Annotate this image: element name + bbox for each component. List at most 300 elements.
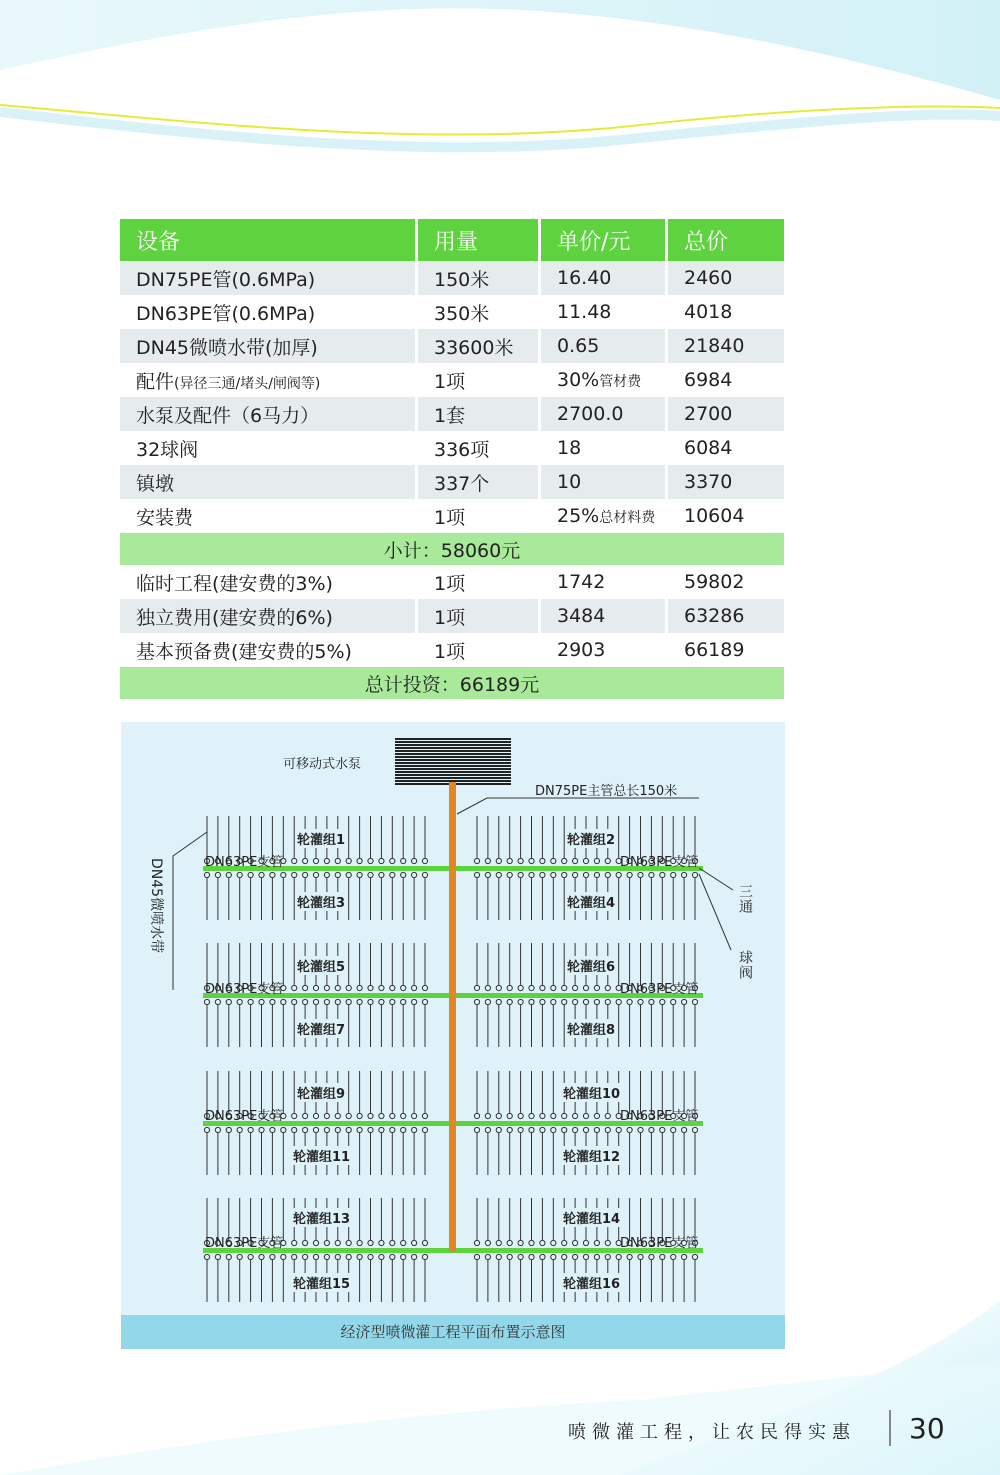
valve-icon xyxy=(529,1254,534,1259)
cell-qty: 1项 xyxy=(418,599,541,633)
cell-price xyxy=(541,499,668,533)
valve-icon xyxy=(507,999,512,1004)
valve-icon xyxy=(215,1254,220,1259)
valve-icon xyxy=(529,1113,534,1118)
pump-label: 可移动式水泵 xyxy=(283,757,362,772)
valve-icon xyxy=(583,1127,588,1132)
valve-icon xyxy=(281,999,286,1004)
valve-icon xyxy=(562,872,567,877)
valve-icon xyxy=(368,872,373,877)
valve-icon xyxy=(682,1254,687,1259)
valve-icon xyxy=(474,1127,479,1132)
valve-icon xyxy=(313,1240,318,1245)
cell-price: 10 xyxy=(541,465,668,499)
pump-icon xyxy=(395,765,511,767)
cell-price: 2903 xyxy=(541,633,668,667)
valve-icon xyxy=(292,1240,297,1245)
valve-icon xyxy=(638,872,643,877)
valve-icon xyxy=(551,872,556,877)
valve-icon xyxy=(496,872,501,877)
valve-icon xyxy=(422,1113,427,1118)
group-label: 轮灌组3 xyxy=(296,892,346,911)
table-row xyxy=(120,363,784,397)
valve-icon xyxy=(474,1113,479,1118)
pump-icon xyxy=(395,744,511,746)
valve-icon xyxy=(605,999,610,1004)
valve-icon xyxy=(346,1113,351,1118)
table-row xyxy=(120,499,784,533)
valve-icon xyxy=(474,985,479,990)
main-pipe-leader-line xyxy=(457,798,699,814)
valve-icon xyxy=(638,999,643,1004)
branch-label: DN63PE支管 xyxy=(620,1236,699,1251)
valve-icon xyxy=(237,1127,242,1132)
branch-label: DN63PE支管 xyxy=(205,1236,284,1251)
group-label: 轮灌组2 xyxy=(566,829,616,848)
valve-icon xyxy=(412,985,417,990)
valve-icon xyxy=(485,858,490,863)
valve-icon xyxy=(390,1254,395,1259)
main-pipe-label: DN75PE主管总长150米 xyxy=(535,784,678,799)
valve-icon xyxy=(692,1127,697,1132)
table-header-row xyxy=(120,219,784,261)
valve-icon xyxy=(496,1127,501,1132)
table-row xyxy=(120,431,784,465)
valve-icon xyxy=(346,1240,351,1245)
valve-icon xyxy=(270,872,275,877)
valve-icon xyxy=(204,872,209,877)
valve-icon xyxy=(346,999,351,1004)
valve-icon xyxy=(422,1127,427,1132)
diagram-caption: 经济型喷微灌工程平面布置示意图 xyxy=(121,1315,785,1349)
cell-price: 0.65 xyxy=(541,329,668,363)
cell-qty: 1项 xyxy=(418,565,541,599)
valve-icon xyxy=(518,1240,523,1245)
valve-icon xyxy=(270,1127,275,1132)
valve-icon xyxy=(583,1113,588,1118)
valve-icon xyxy=(518,858,523,863)
valve-icon xyxy=(649,999,654,1004)
valve-icon xyxy=(551,1127,556,1132)
valve-icon xyxy=(324,1113,329,1118)
valve-icon xyxy=(605,1127,610,1132)
valve-icon xyxy=(412,1254,417,1259)
branch-label: DN63PE支管 xyxy=(205,982,284,997)
tee-label: 三通 xyxy=(737,884,753,914)
valve-icon xyxy=(474,999,479,1004)
valve-icon xyxy=(335,858,340,863)
header-unit-price: 单价/元 xyxy=(541,219,668,261)
header-total: 总价 xyxy=(668,219,784,261)
valve-icon xyxy=(368,985,373,990)
valve-icon xyxy=(357,1240,362,1245)
valve-icon xyxy=(324,872,329,877)
valve-icon xyxy=(368,858,373,863)
grand-total: 总计投资：66189元 xyxy=(120,667,784,699)
valve-icon xyxy=(292,858,297,863)
valve-icon xyxy=(562,858,567,863)
valve-icon xyxy=(660,1254,665,1259)
cell-qty: 336项 xyxy=(418,431,541,465)
valve-icon xyxy=(529,985,534,990)
valve-icon xyxy=(540,872,545,877)
valve-icon xyxy=(379,1113,384,1118)
valve-icon xyxy=(248,1254,253,1259)
valve-icon xyxy=(379,872,384,877)
valve-icon xyxy=(518,1254,523,1259)
valve-icon xyxy=(357,1113,362,1118)
valve-icon xyxy=(313,872,318,877)
valve-icon xyxy=(422,1240,427,1245)
valve-icon xyxy=(627,999,632,1004)
valve-icon xyxy=(496,999,501,1004)
valve-icon xyxy=(692,1254,697,1259)
valve-label: 球阀 xyxy=(737,950,753,980)
valve-icon xyxy=(324,858,329,863)
valve-icon xyxy=(281,1254,286,1259)
cell-total: 6984 xyxy=(668,363,784,397)
valve-icon xyxy=(507,1240,512,1245)
subtotal: 小计：58060元 xyxy=(120,533,784,565)
valve-icon xyxy=(324,1240,329,1245)
cell-qty: 150米 xyxy=(418,261,541,295)
valve-icon xyxy=(281,872,286,877)
valve-icon xyxy=(368,1127,373,1132)
valve-icon xyxy=(215,872,220,877)
valve-icon xyxy=(485,872,490,877)
valve-icon xyxy=(204,1254,209,1259)
cell-total: 10604 xyxy=(668,499,784,533)
cell-total: 2460 xyxy=(668,261,784,295)
cell-price xyxy=(541,363,668,397)
footer-slogan: 喷微灌工程，让农民得实惠 xyxy=(568,1422,856,1443)
valve-icon xyxy=(248,1127,253,1132)
valve-icon xyxy=(259,1254,264,1259)
valve-icon xyxy=(583,985,588,990)
cell-price: 1742 xyxy=(541,565,668,599)
table-row xyxy=(120,295,784,329)
valve-icon xyxy=(412,858,417,863)
valve-icon xyxy=(594,872,599,877)
valve-icon xyxy=(401,1113,406,1118)
group-label: 轮灌组12 xyxy=(562,1146,621,1165)
valve-icon xyxy=(594,1254,599,1259)
group-label: 轮灌组16 xyxy=(562,1273,621,1292)
pump-icon xyxy=(395,756,511,758)
valve-icon xyxy=(540,1254,545,1259)
cell-total: 2700 xyxy=(668,397,784,431)
valve-icon xyxy=(390,858,395,863)
tape-leader-line xyxy=(173,832,207,990)
valve-icon xyxy=(518,1127,523,1132)
valve-icon xyxy=(562,1240,567,1245)
cell-price: 11.48 xyxy=(541,295,668,329)
valve-icon xyxy=(594,1127,599,1132)
valve-icon xyxy=(540,858,545,863)
valve-icon xyxy=(474,1254,479,1259)
pump-icon xyxy=(395,753,511,755)
grand-total-row xyxy=(120,667,784,699)
group-label: 轮灌组13 xyxy=(292,1208,351,1227)
valve-icon xyxy=(594,1240,599,1245)
valve-icon xyxy=(485,1240,490,1245)
cell-item-main: 配件 xyxy=(136,370,175,393)
cell-item-note: (异径三通/堵头/闸阀等) xyxy=(174,375,321,392)
valve-icon xyxy=(357,999,362,1004)
valve-icon xyxy=(529,1127,534,1132)
cell-qty: 1项 xyxy=(418,499,541,533)
valve-icon xyxy=(335,872,340,877)
valve-icon xyxy=(335,1113,340,1118)
valve-icon xyxy=(390,1113,395,1118)
tape-label: DN45微喷水带 xyxy=(148,858,164,954)
valve-icon xyxy=(215,999,220,1004)
cell-price: 2700.0 xyxy=(541,397,668,431)
valve-icon xyxy=(401,999,406,1004)
group-label: 轮灌组9 xyxy=(296,1083,346,1102)
valve-icon xyxy=(583,999,588,1004)
valve-icon xyxy=(573,985,578,990)
valve-icon xyxy=(248,872,253,877)
valve-icon xyxy=(313,858,318,863)
valve-icon xyxy=(551,858,556,863)
valve-icon xyxy=(605,1240,610,1245)
valve-icon xyxy=(573,872,578,877)
valve-icon xyxy=(303,1240,308,1245)
diagram-drawing xyxy=(121,722,785,1315)
cell-price-note: 管材费 xyxy=(599,374,642,390)
valve-icon xyxy=(562,1113,567,1118)
valve-icon xyxy=(583,858,588,863)
valve-icon xyxy=(627,1254,632,1259)
valve-icon xyxy=(660,872,665,877)
valve-icon xyxy=(292,1113,297,1118)
valve-icon xyxy=(496,1240,501,1245)
valve-icon xyxy=(573,999,578,1004)
cell-item: DN45微喷水带(加厚) xyxy=(120,329,418,363)
valve-icon xyxy=(594,1113,599,1118)
group-label: 轮灌组8 xyxy=(566,1019,616,1038)
cell-price-main: 30% xyxy=(557,369,600,391)
valve-icon xyxy=(281,1127,286,1132)
valve-icon xyxy=(507,1127,512,1132)
valve-icon xyxy=(551,985,556,990)
table-row xyxy=(120,599,784,633)
valve-icon xyxy=(507,1254,512,1259)
table-row xyxy=(120,565,784,599)
cell-total: 66189 xyxy=(668,633,784,667)
cell-item: 独立费用(建安费的6%) xyxy=(120,599,418,633)
valve-icon xyxy=(573,1127,578,1132)
valve-icon xyxy=(335,985,340,990)
valve-icon xyxy=(226,872,231,877)
table-row xyxy=(120,329,784,363)
table-row xyxy=(120,397,784,431)
valve-icon xyxy=(292,999,297,1004)
cell-price: 3484 xyxy=(541,599,668,633)
cell-qty: 1项 xyxy=(418,363,541,397)
valve-icon xyxy=(692,872,697,877)
valve-icon xyxy=(379,999,384,1004)
valve-icon xyxy=(357,1127,362,1132)
valve-icon xyxy=(368,999,373,1004)
header-equipment: 设备 xyxy=(120,219,418,261)
valve-icon xyxy=(518,1113,523,1118)
valve-icon xyxy=(485,999,490,1004)
valve-icon xyxy=(401,985,406,990)
valve-icon xyxy=(474,1240,479,1245)
cell-item: DN75PE管(0.6MPa) xyxy=(120,261,418,295)
valve-icon xyxy=(507,1113,512,1118)
valve-icon xyxy=(562,999,567,1004)
main-pipe xyxy=(449,782,456,1252)
valve-icon xyxy=(313,1254,318,1259)
valve-icon xyxy=(215,1127,220,1132)
cell-price: 18 xyxy=(541,431,668,465)
valve-icon xyxy=(226,999,231,1004)
valve-icon xyxy=(270,999,275,1004)
valve-icon xyxy=(401,858,406,863)
valve-icon xyxy=(573,1113,578,1118)
cell-total: 63286 xyxy=(668,599,784,633)
valve-icon xyxy=(324,985,329,990)
valve-icon xyxy=(237,872,242,877)
valve-icon xyxy=(379,1240,384,1245)
valve-icon xyxy=(485,1113,490,1118)
valve-icon xyxy=(313,985,318,990)
valve-icon xyxy=(357,858,362,863)
cell-qty: 350米 xyxy=(418,295,541,329)
cell-total: 4018 xyxy=(668,295,784,329)
pump-icon xyxy=(395,762,511,764)
group-label: 轮灌组5 xyxy=(296,956,346,975)
group-label: 轮灌组1 xyxy=(296,829,346,848)
valve-icon xyxy=(237,999,242,1004)
valve-icon xyxy=(496,858,501,863)
valve-icon xyxy=(204,1127,209,1132)
valve-icon xyxy=(671,1127,676,1132)
table-row xyxy=(120,261,784,295)
valve-icon xyxy=(496,1113,501,1118)
valve-icon xyxy=(485,1254,490,1259)
pump-icon xyxy=(395,774,511,776)
valve-icon xyxy=(529,858,534,863)
valve-icon xyxy=(551,1240,556,1245)
valve-icon xyxy=(401,872,406,877)
cell-total: 6084 xyxy=(668,431,784,465)
valve-icon xyxy=(551,999,556,1004)
valve-icon xyxy=(562,1254,567,1259)
valve-icon xyxy=(368,1113,373,1118)
valve-icon xyxy=(682,1127,687,1132)
valve-icon xyxy=(474,872,479,877)
valve-icon xyxy=(412,1127,417,1132)
pump-icon xyxy=(395,747,511,749)
branch-label: DN63PE支管 xyxy=(205,1109,284,1124)
group-label: 轮灌组7 xyxy=(296,1019,346,1038)
valve-icon xyxy=(303,1254,308,1259)
cell-item: 镇墩 xyxy=(120,465,418,499)
valve-icon xyxy=(682,872,687,877)
valve-icon xyxy=(573,858,578,863)
valve-icon xyxy=(594,858,599,863)
table-row xyxy=(120,633,784,667)
cell-price-note: 总材料费 xyxy=(599,510,656,526)
valve-icon xyxy=(616,999,621,1004)
valve-icon xyxy=(507,872,512,877)
valve-icon xyxy=(422,872,427,877)
irrigation-layout-diagram xyxy=(121,722,785,1349)
valve-icon xyxy=(649,872,654,877)
group-label: 轮灌组10 xyxy=(562,1083,621,1102)
valve-icon xyxy=(313,1113,318,1118)
cell-qty: 1套 xyxy=(418,397,541,431)
table-row xyxy=(120,465,784,499)
pump-icon xyxy=(395,780,511,782)
valve-icon xyxy=(616,1127,621,1132)
valve-icon xyxy=(346,1254,351,1259)
subtotal-row xyxy=(120,533,784,565)
cell-item: DN63PE管(0.6MPa) xyxy=(120,295,418,329)
valve-icon xyxy=(616,1254,621,1259)
valve-icon xyxy=(303,1113,308,1118)
valve-icon xyxy=(412,999,417,1004)
valve-icon xyxy=(496,985,501,990)
group-label: 轮灌组14 xyxy=(562,1208,621,1227)
valve-icon xyxy=(259,999,264,1004)
valve-icon xyxy=(540,985,545,990)
valve-icon xyxy=(346,858,351,863)
header-quantity: 用量 xyxy=(418,219,541,261)
valve-icon xyxy=(379,985,384,990)
valve-icon xyxy=(605,1254,610,1259)
cell-qty: 337个 xyxy=(418,465,541,499)
valve-icon xyxy=(390,985,395,990)
valve-icon xyxy=(412,1113,417,1118)
cell-qty: 1项 xyxy=(418,633,541,667)
group-label: 轮灌组4 xyxy=(566,892,616,911)
pump-icon xyxy=(395,738,511,740)
valve-icon xyxy=(562,1127,567,1132)
valve-icon xyxy=(259,872,264,877)
valve-icon xyxy=(671,1254,676,1259)
valve-icon xyxy=(682,999,687,1004)
valve-icon xyxy=(313,999,318,1004)
valve-icon xyxy=(518,999,523,1004)
pump-icon xyxy=(395,750,511,752)
valve-icon xyxy=(401,1127,406,1132)
valve-icon xyxy=(204,999,209,1004)
valve-icon xyxy=(507,985,512,990)
valve-icon xyxy=(573,1240,578,1245)
valve-icon xyxy=(357,1254,362,1259)
valve-icon xyxy=(324,1127,329,1132)
valve-icon xyxy=(562,985,567,990)
valve-icon xyxy=(594,999,599,1004)
cell-total: 3370 xyxy=(668,465,784,499)
valve-icon xyxy=(390,872,395,877)
valve-icon xyxy=(540,999,545,1004)
valve-icon xyxy=(422,999,427,1004)
valve-icon xyxy=(638,1254,643,1259)
valve-icon xyxy=(485,1127,490,1132)
valve-icon xyxy=(368,1254,373,1259)
valve-icon xyxy=(422,1254,427,1259)
valve-icon xyxy=(270,1254,275,1259)
valve-icon xyxy=(660,1127,665,1132)
valve-icon xyxy=(583,1254,588,1259)
valve-icon xyxy=(529,999,534,1004)
